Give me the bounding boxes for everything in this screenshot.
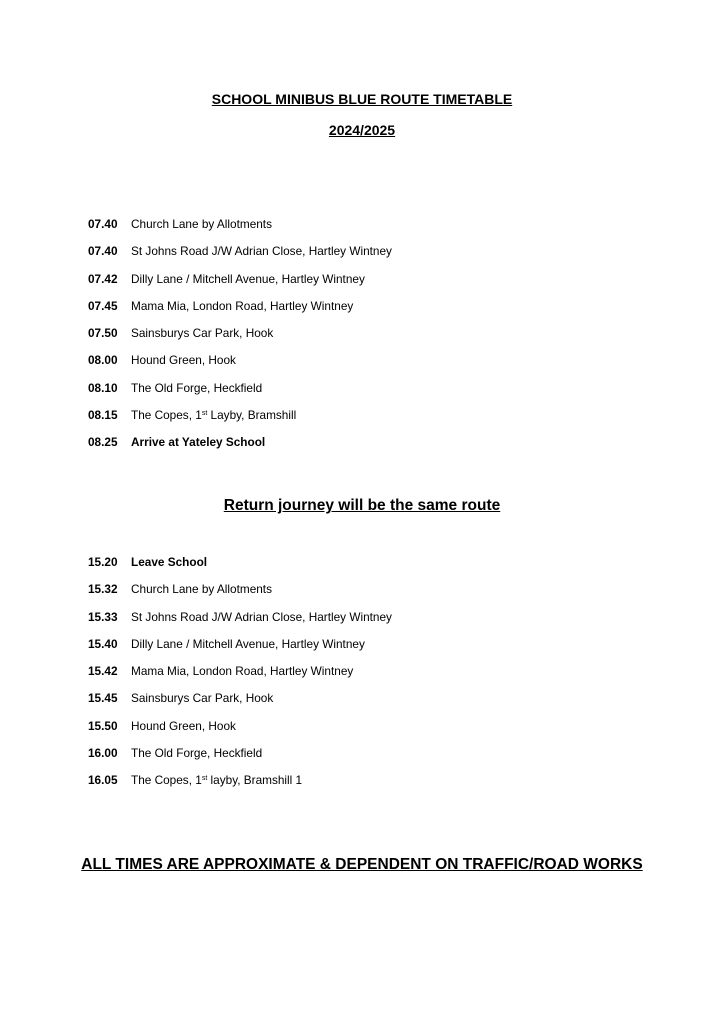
stop-time: 15.50 — [88, 718, 118, 733]
timetable-row — [88, 636, 648, 663]
stop-time: 08.00 — [88, 353, 118, 368]
stop-time: 15.45 — [88, 691, 118, 706]
timetable-row — [88, 609, 648, 636]
timetable-row — [88, 271, 648, 298]
stop-location — [131, 772, 648, 788]
stop-location: Hound Green, Hook — [131, 353, 236, 368]
return-timetable — [88, 554, 648, 800]
timetable-row — [88, 663, 648, 690]
stop-time: 16.00 — [88, 746, 118, 761]
stop-location-part: The Copes, 1 — [131, 408, 202, 423]
timetable-row — [88, 216, 648, 243]
stop-location: Church Lane by Allotments — [131, 217, 272, 231]
return-journey-heading: Return journey will be the same route — [223, 497, 501, 514]
stop-time: 07.45 — [88, 298, 118, 313]
stop-location-part: The Copes, 1 — [131, 773, 202, 788]
timetable-row — [88, 772, 648, 799]
timetable-row — [88, 325, 648, 352]
timetable-row — [88, 352, 648, 379]
timetable-row — [88, 434, 648, 461]
stop-location: Dilly Lane / Mitchell Avenue, Hartley Wintney — [131, 636, 365, 651]
stop-location: The Old Forge, Heckfield — [131, 380, 263, 395]
stop-location: St Johns Road J/W Adrian Close, Hartley Wintney — [131, 609, 392, 624]
timetable-row — [88, 718, 648, 745]
stop-time: 07.40 — [88, 217, 118, 231]
stop-location: Mama Mia, London Road, Hartley Wintney — [131, 298, 354, 313]
stop-location: Dilly Lane / Mitchell Avenue, Hartley Wintney — [131, 271, 365, 286]
timetable-row — [88, 745, 648, 772]
ordinal-suffix: st — [201, 410, 208, 418]
stop-time: 16.05 — [88, 773, 118, 788]
stop-location: Mama Mia, London Road, Hartley Wintney — [131, 664, 354, 679]
stop-location: Sainsburys Car Park, Hook — [131, 326, 274, 341]
stop-location: St Johns Road J/W Adrian Close, Hartley Wintney — [131, 244, 392, 259]
ordinal-suffix: st — [201, 775, 208, 783]
timetable-row — [88, 380, 648, 407]
stop-time: 08.10 — [88, 380, 118, 395]
stop-time: 07.40 — [88, 244, 118, 259]
timetable-row — [88, 243, 648, 270]
stop-time: 07.50 — [88, 326, 118, 341]
stop-location: The Old Forge, Heckfield — [131, 746, 263, 761]
timetable-row — [88, 554, 648, 581]
stop-location: Arrive at Yateley School — [131, 435, 266, 450]
stop-location — [131, 407, 648, 423]
stop-time: 08.15 — [88, 408, 118, 423]
stop-time: 15.32 — [88, 582, 118, 597]
traffic-disclaimer: ALL TIMES ARE APPROXIMATE & DEPENDENT ON TRAFFIC/ROAD WORKS — [81, 856, 643, 873]
timetable-row — [88, 581, 648, 608]
stop-location: Sainsburys Car Park, Hook — [131, 691, 274, 706]
document-title: SCHOOL MINIBUS BLUE ROUTE TIMETABLE — [211, 91, 513, 107]
stop-location-part: layby, Bramshill 1 — [207, 773, 303, 788]
timetable-row — [88, 690, 648, 717]
stop-location: Hound Green, Hook — [131, 718, 236, 733]
timetable-row — [88, 407, 648, 434]
stop-time: 08.25 — [88, 435, 118, 450]
stop-location-part: Layby, Bramshill — [207, 408, 297, 423]
stop-time: 07.42 — [88, 271, 118, 286]
stop-time: 15.33 — [88, 609, 118, 624]
stop-time: 15.40 — [88, 636, 118, 651]
timetable-row — [88, 298, 648, 325]
academic-year: 2024/2025 — [328, 122, 396, 138]
stop-location: Church Lane by Allotments — [131, 582, 272, 597]
outbound-timetable — [88, 216, 648, 462]
stop-location: Leave School — [131, 555, 208, 569]
stop-time: 15.42 — [88, 664, 118, 679]
stop-time: 15.20 — [88, 555, 118, 569]
